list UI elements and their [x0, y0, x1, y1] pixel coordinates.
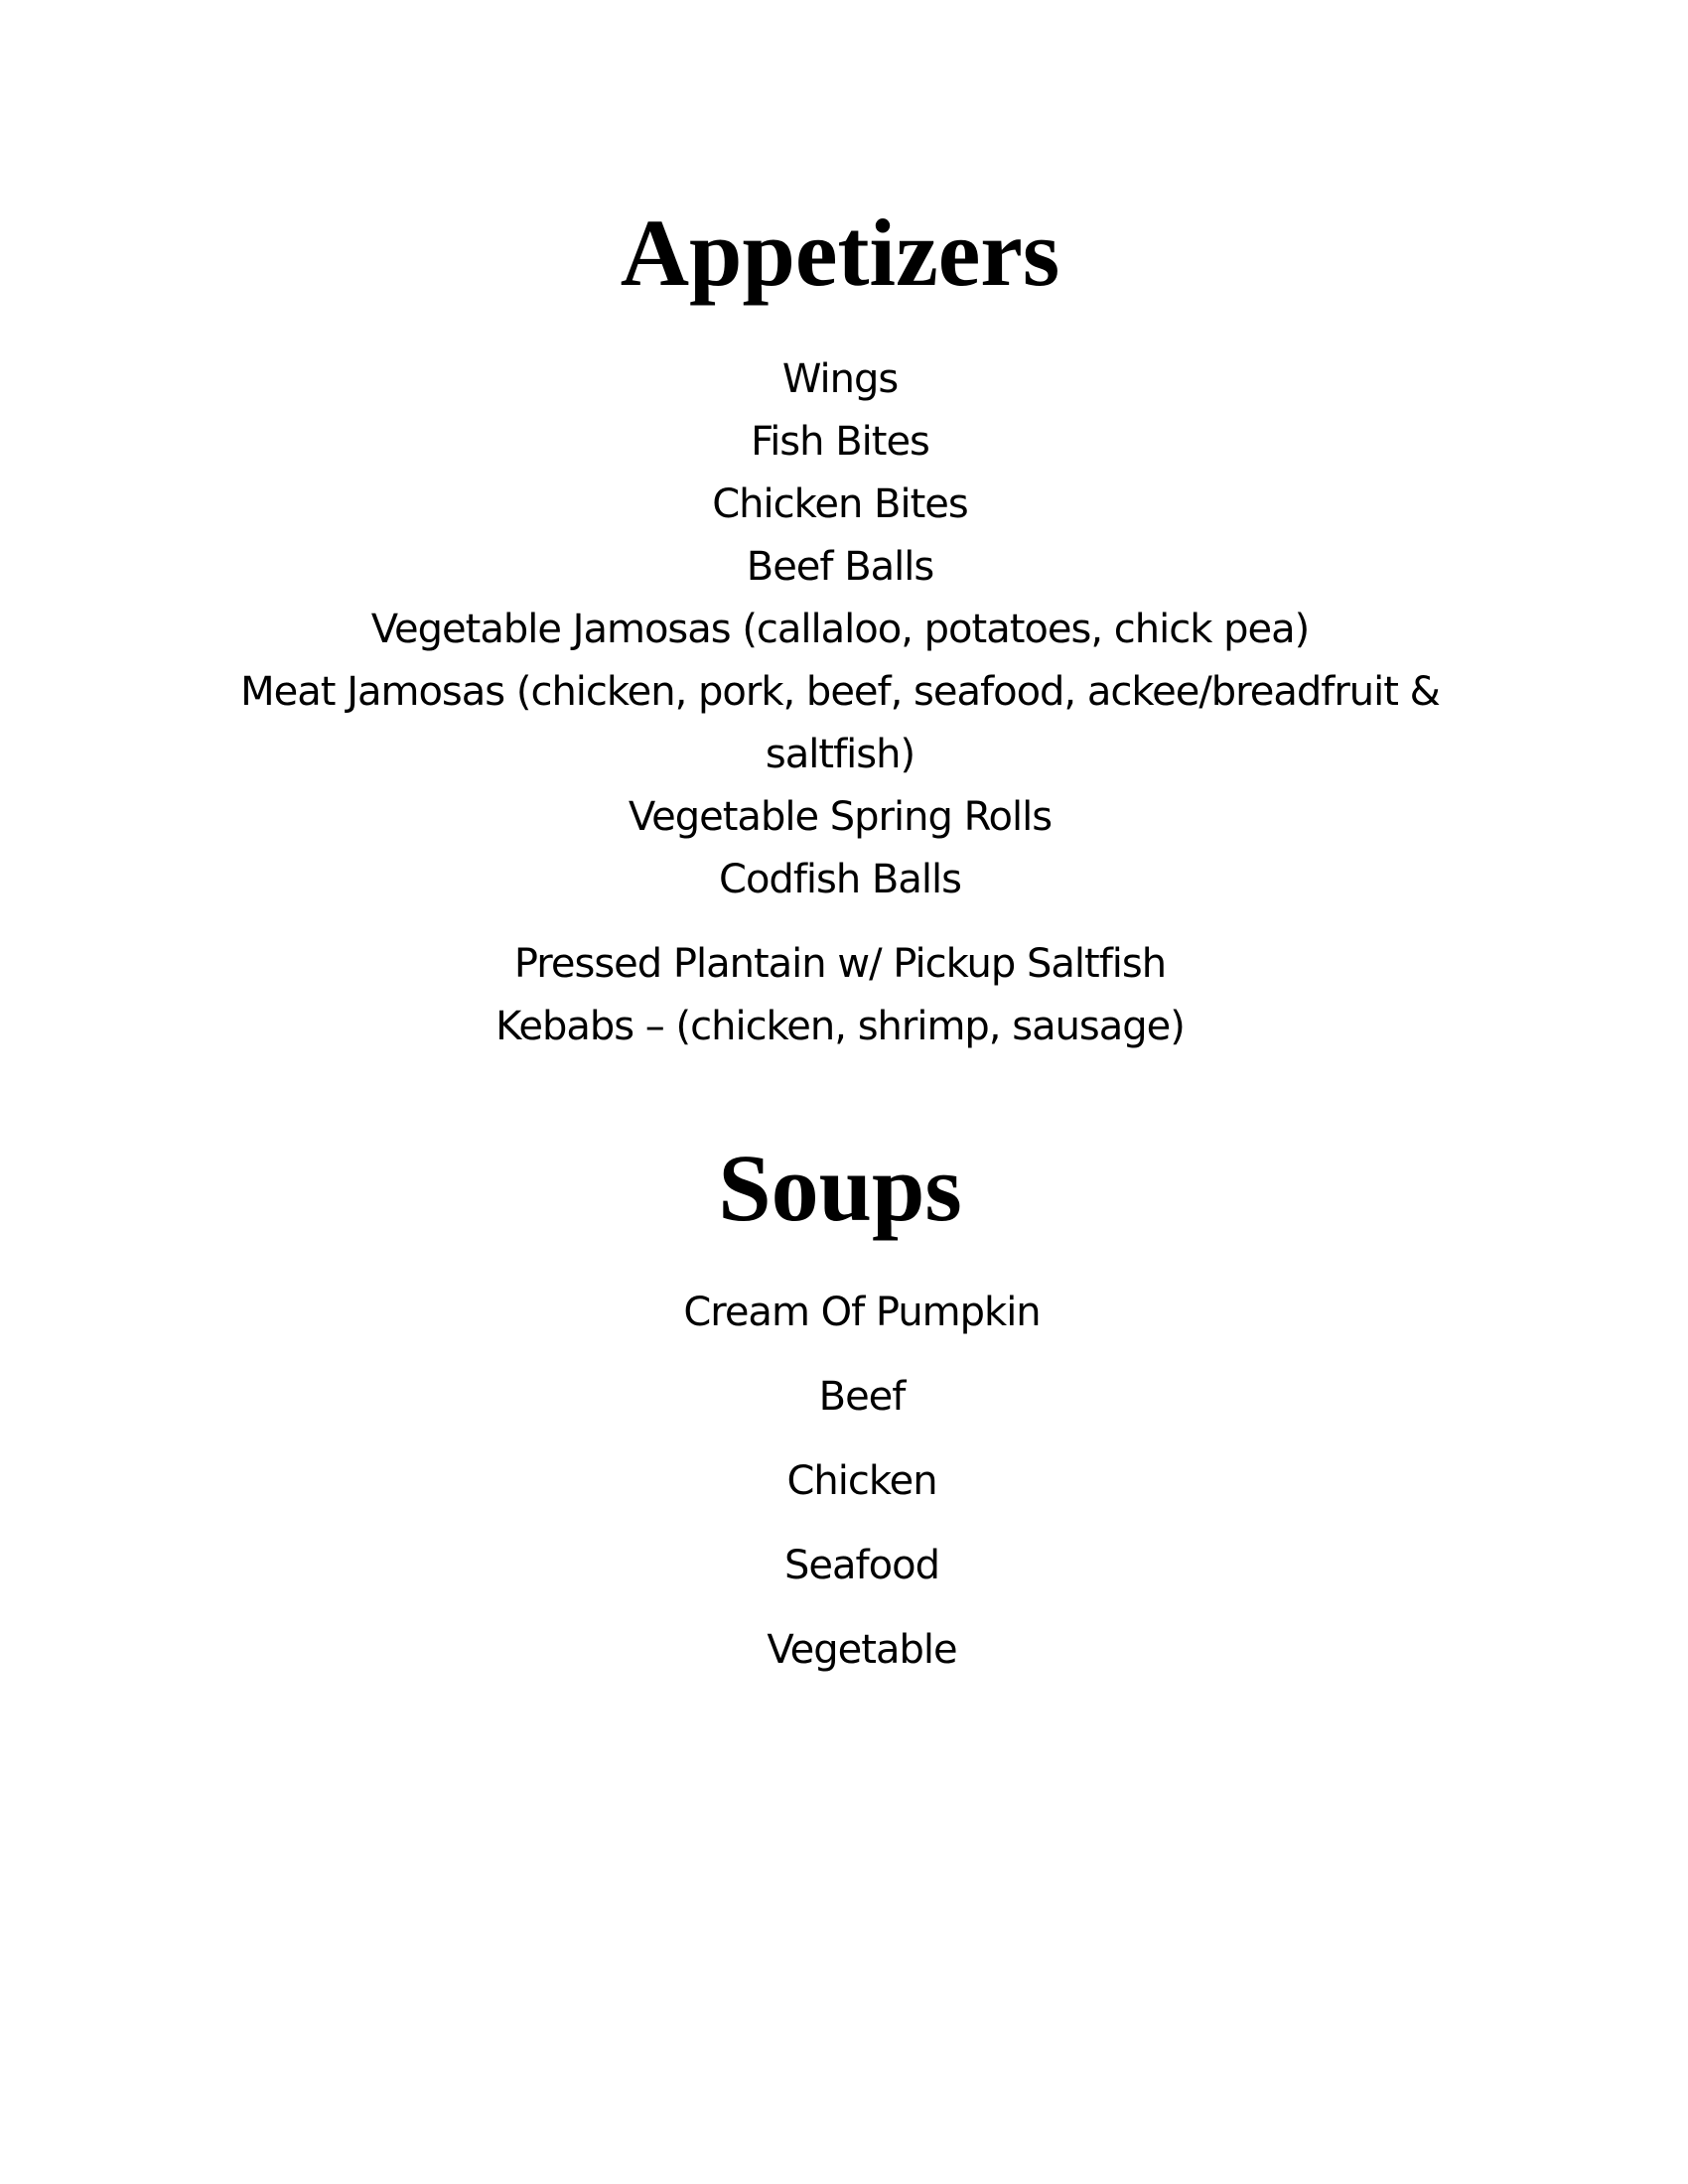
list-item: Kebabs – (chicken, shrimp, sausage)	[495, 1004, 1185, 1049]
list-item: Chicken	[786, 1458, 937, 1504]
appetizers-heading: Appetizers	[620, 200, 1060, 306]
list-item: Chicken Bites	[712, 481, 968, 527]
list-item: Fish Bites	[751, 419, 929, 465]
appetizers-list	[0, 348, 1684, 911]
list-item: Beef	[818, 1374, 906, 1420]
list-item: Vegetable Spring Rolls	[628, 794, 1053, 840]
list-item: Cream Of Pumpkin	[683, 1290, 1041, 1335]
list-item: Pressed Plantain w/ Pickup Saltfish	[513, 941, 1167, 987]
list-item: Seafood	[784, 1543, 939, 1588]
list-item: Meat Jamosas (chicken, pork, beef, seafood, ackee/breadfruit & saltfish)	[240, 669, 1440, 777]
list-item: Beef Balls	[746, 544, 934, 590]
soups-heading: Soups	[718, 1135, 962, 1241]
list-item: Wings	[781, 356, 899, 402]
list-item: Codfish Balls	[719, 857, 961, 902]
list-item: Vegetable	[767, 1627, 957, 1673]
soups-list	[18, 1271, 1688, 1693]
appetizers-extra-list	[0, 933, 1684, 1058]
list-item: Vegetable Jamosas (callaloo, potatoes, chick pea)	[370, 607, 1310, 652]
